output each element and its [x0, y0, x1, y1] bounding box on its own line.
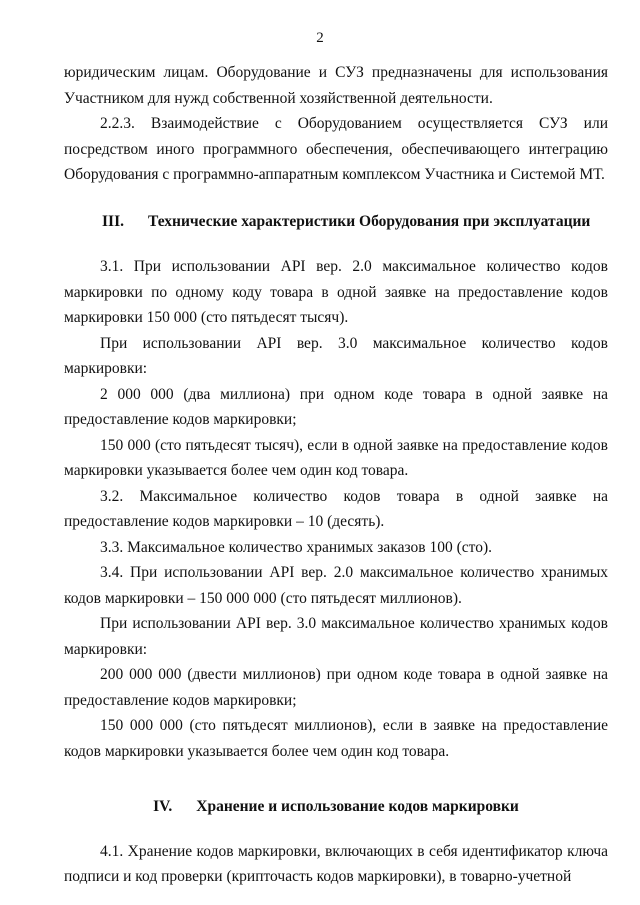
section-number: IV. [153, 798, 173, 815]
paragraph: 200 000 000 (двести миллионов) при одном коде товара в одной заявке на предоставление кодов маркировки; [64, 666, 608, 709]
paragraph: При использовании API вер. 3.0 максимальное количество хранимых кодов маркировки: [64, 615, 608, 658]
paragraph: 4.1. Хранение кодов маркировки, включающих в себя идентификатор ключа подписи и код проверки (крипточасть кодов маркировки), в товарно-учетной [64, 842, 608, 885]
paragraph: 2.2.3. Взаимодействие с Оборудованием осуществляется СУЗ или посредством иного программного обеспечения, обеспечивающего интеграцию Оборудования с программно-аппаратным комплексом Участника и Системой МТ. [64, 115, 608, 183]
paragraph: 3.2. Максимальное количество кодов товара в одной заявке на предоставление кодов маркировки – 10 (десять). [64, 487, 608, 530]
paragraph: 3.4. При использовании API вер. 2.0 максимальное количество хранимых кодов маркировки – 150 000 000 (сто пятьдесят миллионов). [64, 564, 608, 607]
document-body [64, 60, 608, 890]
paragraph: 2 000 000 (два миллиона) при одном коде товара в одной заявке на предоставление кодов маркировки; [64, 385, 608, 428]
section-title: Хранение и использование кодов маркировки [196, 798, 519, 815]
section-heading-3 [64, 209, 608, 235]
paragraph: 150 000 (сто пятьдесят тысяч), если в одной заявке на предоставление кодов маркировки указывается более чем один код товара. [64, 436, 608, 479]
paragraph: 3.3. Максимальное количество хранимых заказов 100 (сто). [100, 538, 492, 556]
section-heading-4 [64, 794, 608, 820]
page-number: 2 [316, 30, 324, 46]
paragraph: 3.1. При использовании API вер. 2.0 максимальное количество кодов маркировки по одному коду товара в одной заявке на предоставление кодов маркировки 150 000 (сто пятьдесят тысяч). [64, 258, 608, 326]
paragraph: 150 000 000 (сто пятьдесят миллионов), если в заявке на предоставление кодов маркировки указывается более чем один код товара. [64, 717, 608, 760]
paragraph: При использовании API вер. 3.0 максимальное количество кодов маркировки: [64, 334, 608, 377]
section-number: III. [102, 212, 124, 230]
section-title: Технические характеристики Оборудования при эксплуатации [147, 212, 591, 230]
paragraph: юридическим лицам. Оборудование и СУЗ предназначены для использования Участником для нужд собственной хозяйственной деятельности. [64, 64, 608, 107]
